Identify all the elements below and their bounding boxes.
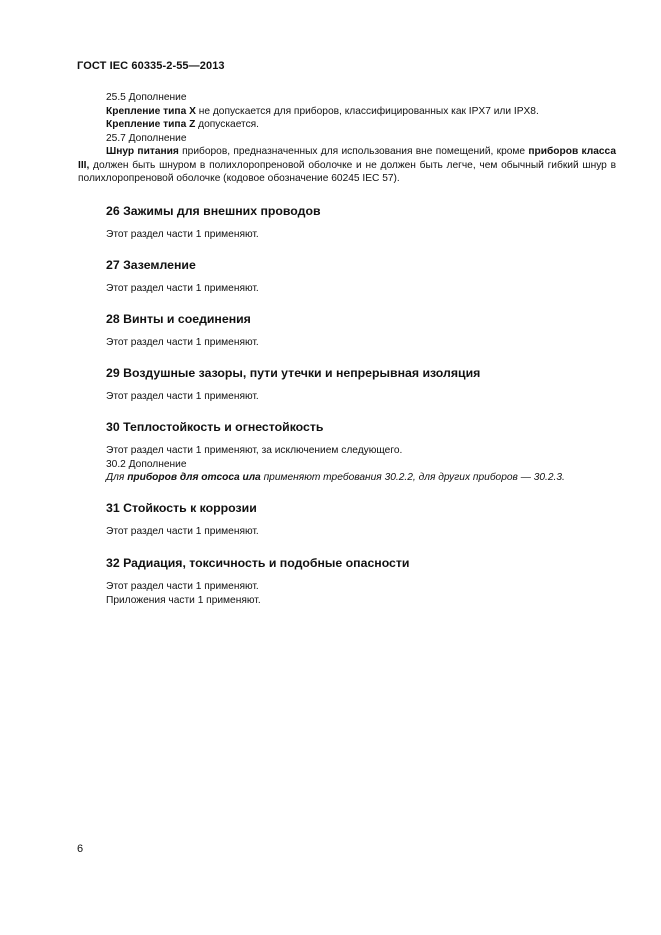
bold-term: приборов класса III,	[78, 146, 616, 171]
section-28	[78, 312, 616, 350]
clause-25-7-title: 25.7 Дополнение	[106, 132, 187, 144]
page-number: 6	[77, 843, 84, 855]
section-text: Этот раздел части 1 применяют.	[106, 526, 259, 537]
section-text: Этот раздел части 1 применяют, за исключением следующего.	[106, 445, 403, 456]
section-text: Этот раздел части 1 применяют.	[106, 391, 259, 402]
subclause-text	[78, 471, 616, 485]
bold-term: приборов для отсоса ила	[127, 472, 261, 483]
standard-header: ГОСТ IEC 60335-2-55—2013	[77, 60, 225, 72]
bold-term: Крепление типа X	[106, 105, 196, 117]
clause-text: должен быть шнуром в полихлоропреновой оболочке и не должен быть легче, чем обычный гибкий шнур в полихлоропреновой оболочке (кодовое обозначение 60245 IEC 57).	[78, 159, 616, 184]
italic-text: применяют требования 30.2.2, для других приборов — 30.2.3.	[260, 472, 565, 483]
section-heading: 26 Зажимы для внешних проводов	[106, 204, 321, 218]
bold-term: Шнур питания	[106, 146, 179, 157]
clause-25-5-title: 25.5 Дополнение	[106, 92, 187, 103]
section-text: Этот раздел части 1 применяют.	[106, 581, 259, 592]
section-30	[78, 420, 616, 485]
section-26	[78, 204, 616, 242]
section-31	[78, 501, 616, 539]
section-32	[78, 556, 616, 607]
section-heading: 32 Радиация, токсичность и подобные опасности	[106, 556, 410, 570]
clause-25-5-text-2	[78, 118, 616, 132]
clause-text: не допускается для приборов, классифицированных как IPX7 или IPX8.	[195, 105, 539, 117]
subclause-title: 30.2 Дополнение	[106, 458, 187, 470]
page-content	[78, 91, 616, 606]
section-heading: 30 Теплостойкость и огнестойкость	[106, 420, 324, 434]
section-text: Этот раздел части 1 применяют.	[106, 283, 259, 294]
italic-text: Для	[106, 472, 128, 483]
bold-term: Крепление типа Z	[106, 119, 196, 130]
section-27	[78, 258, 616, 296]
section-29	[78, 366, 616, 404]
section-heading: 28 Винты и соединения	[106, 312, 251, 326]
clause-text: допускается.	[195, 119, 260, 130]
clause-25-7-text	[78, 145, 616, 186]
section-text-2: Приложения части 1 применяют.	[106, 594, 261, 606]
section-text: Этот раздел части 1 применяют.	[106, 337, 259, 348]
section-heading: 27 Заземление	[106, 258, 196, 272]
clause-25-5-text	[78, 105, 616, 119]
clause-text: приборов, предназначенных для использования вне помещений, кроме	[178, 146, 529, 157]
section-heading: 31 Стойкость к коррозии	[106, 501, 257, 515]
section-text: Этот раздел части 1 применяют.	[106, 229, 259, 240]
section-heading: 29 Воздушные зазоры, пути утечки и непрерывная изоляция	[106, 366, 481, 380]
